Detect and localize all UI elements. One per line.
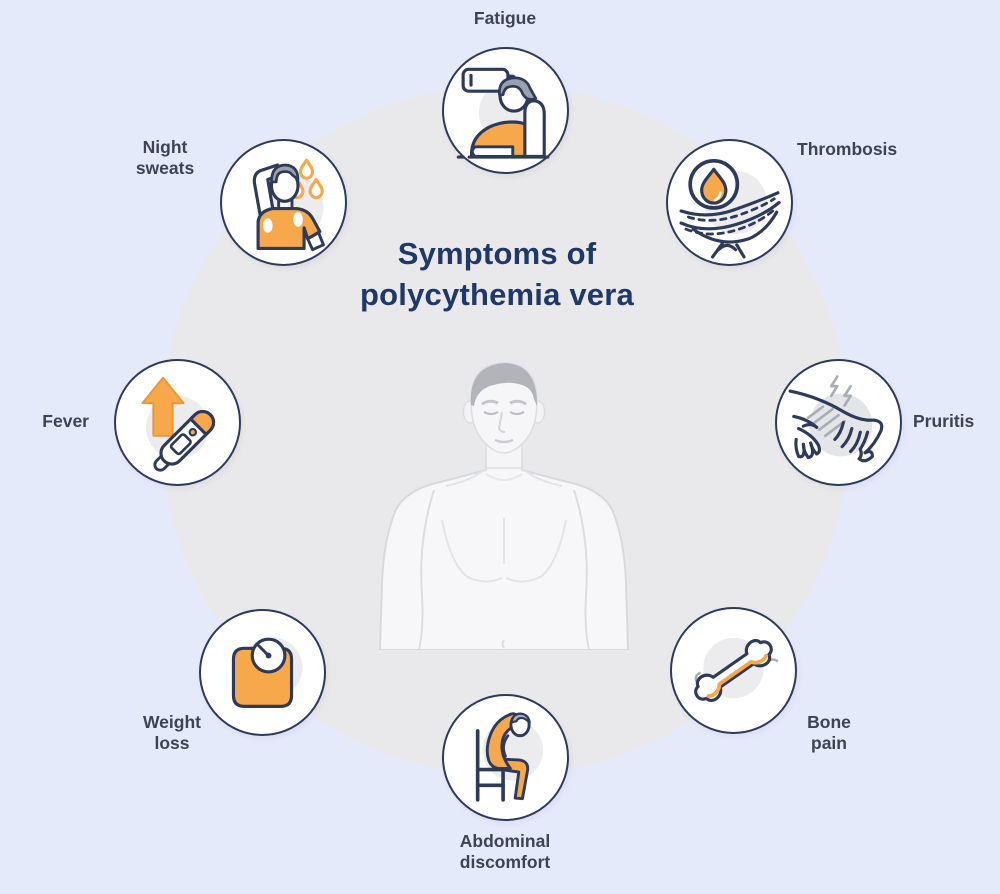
- symptom-label-pruritis: Pruritis: [913, 411, 975, 431]
- pruritis-itchy-hand-scratch-icon: [778, 362, 899, 483]
- symptom-node-thrombosis: [666, 139, 793, 266]
- thrombosis-blood-clot-vessel-icon: [669, 142, 790, 263]
- symptom-label-abdominal-discomfort: Abdominal discomfort: [459, 831, 551, 872]
- title-line-1: Symptoms of: [397, 236, 597, 271]
- page-title: [297, 233, 697, 315]
- night-sweats-sweating-person-icon: [223, 142, 344, 263]
- abdominal-discomfort-sitting-person-icon: [445, 697, 566, 818]
- fatigue-tired-person-battery-icon: [445, 50, 566, 171]
- symptom-node-pruritis: [775, 359, 902, 486]
- symptom-label-night-sweats: Night sweats: [135, 137, 195, 178]
- symptom-label-fatigue: Fatigue: [473, 8, 537, 28]
- male-torso-illustration: [372, 350, 636, 650]
- symptom-label-fever: Fever: [42, 411, 89, 431]
- symptom-label-thrombosis: Thrombosis: [797, 139, 898, 159]
- title-line-2: polycythemia vera: [360, 277, 634, 312]
- symptom-label-weight-loss: Weight loss: [142, 712, 201, 753]
- symptom-node-bone-pain: [670, 607, 797, 734]
- symptom-label-bone-pain: Bone pain: [807, 712, 851, 753]
- symptom-node-fever: [114, 359, 241, 486]
- symptom-node-abdominal-discomfort: [442, 694, 569, 821]
- bone-pain-aching-bone-icon: [673, 610, 794, 731]
- symptom-node-fatigue: [442, 47, 569, 174]
- symptom-node-night-sweats: [220, 139, 347, 266]
- fever-thermometer-up-arrow-icon: [117, 362, 238, 483]
